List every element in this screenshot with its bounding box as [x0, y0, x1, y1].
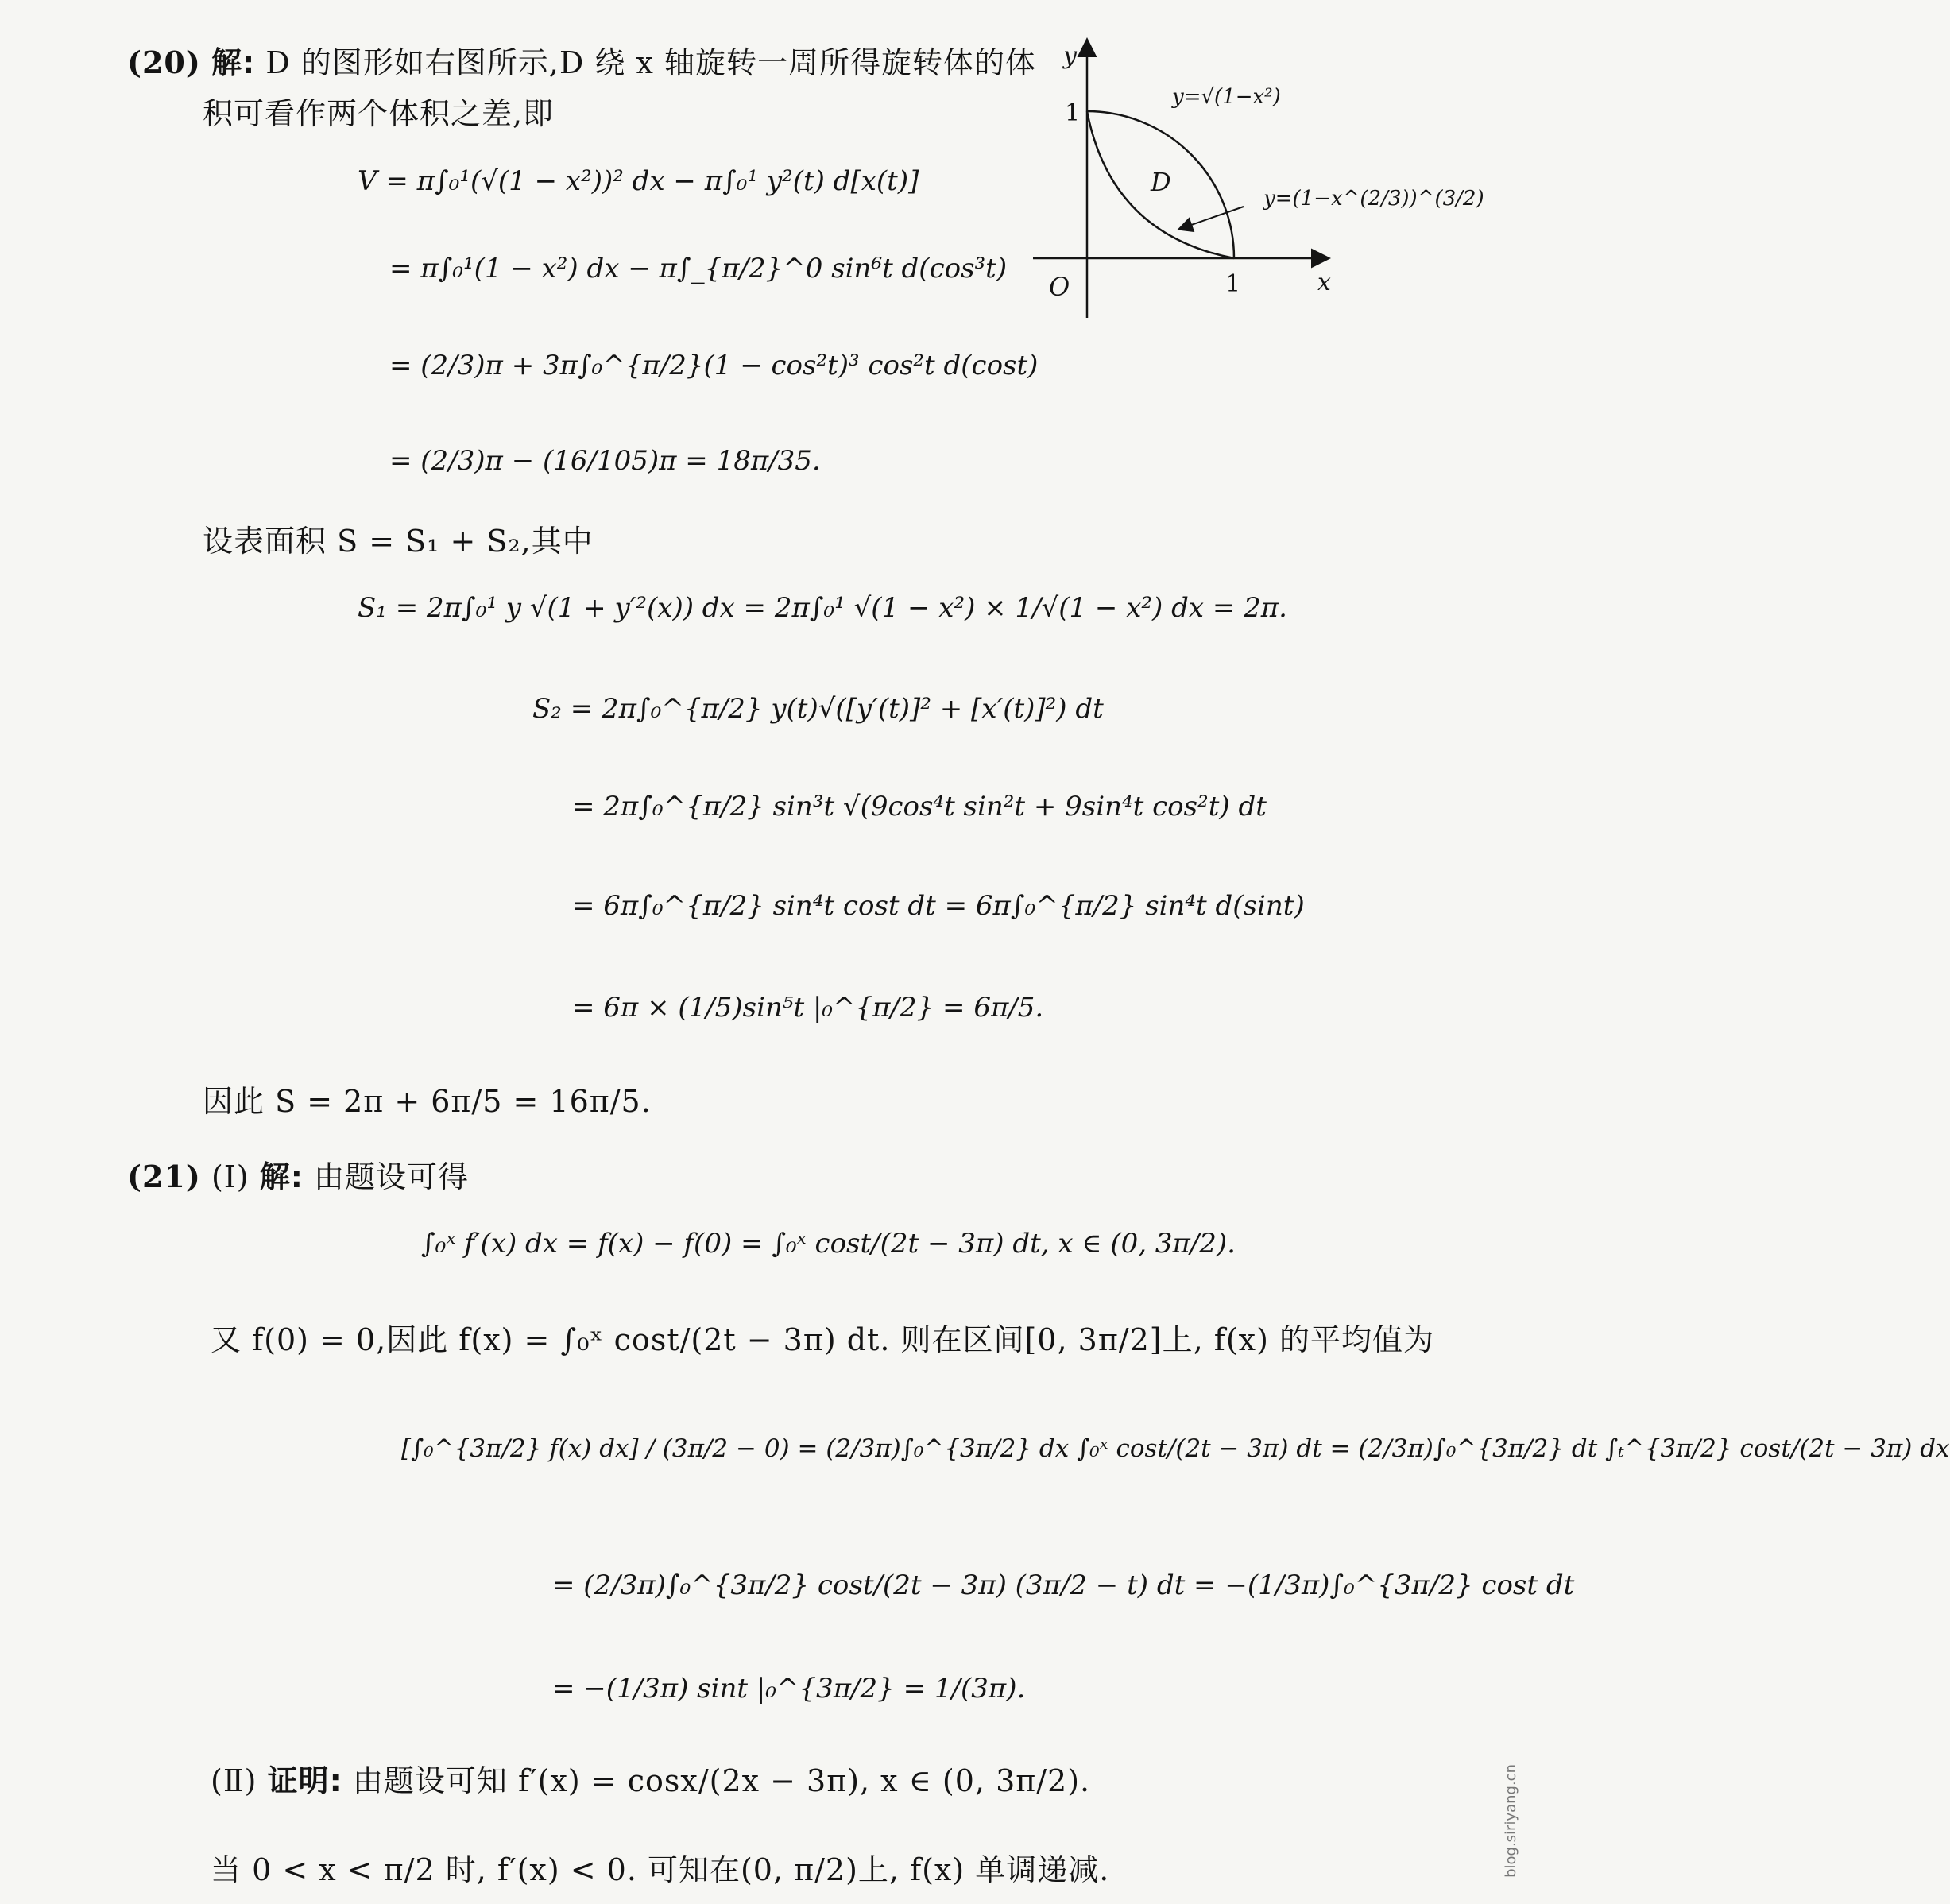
problem-number: (21) — [127, 1159, 201, 1194]
header-text-continued: 积可看作两个体积之差,即 — [203, 96, 555, 131]
s2-line-3: = 6π∫₀^{π/2} sin⁴t cost dt = 6π∫₀^{π/2} sin⁴t d(sint) — [572, 890, 1305, 922]
volume-line-4: = (2/3)π − (16/105)π = 18π/35. — [389, 445, 821, 477]
p21-eq-2: 又 f(0) = 0,因此 f(x) = ∫₀ˣ cost/(2t − 3π) dt. 则在区间[0, 3π/2]上, f(x) 的平均值为 — [211, 1322, 1434, 1357]
p21-eq-1: ∫₀ˣ f′(x) dx = f(x) − f(0) = ∫₀ˣ cost/(2t − 3π) dt, x ∈ (0, 3π/2). — [421, 1228, 1236, 1260]
surface-area-intro: 设表面积 S = S₁ + S₂,其中 — [203, 524, 594, 559]
s2-line-1: S₂ = 2π∫₀^{π/2} y(t)√([y′(t)]² + [x′(t)]²) dt — [532, 693, 1104, 725]
x-tick-label: 1 — [1225, 270, 1241, 298]
problem-21-header — [127, 1152, 469, 1196]
pointer-arrow — [1180, 207, 1244, 229]
solution-label: 解: — [211, 45, 256, 80]
average-line-1: [∫₀^{3π/2} f(x) dx] / (3π/2 − 0) = (2/3π)∫₀^{3π/2} dx ∫₀ˣ cost/(2t − 3π) dt = (2/3π)∫₀^{3π/2} dt ∫ₜ^{3π/2} cost/(2t − 3π) dx — [401, 1434, 1950, 1463]
conclusion-line: 因此 S = 2π + 6π/5 = 16π/5. — [203, 1084, 652, 1119]
origin-label: O — [1049, 272, 1070, 302]
part-2-line — [211, 1756, 1090, 1800]
average-line-2: = (2/3π)∫₀^{3π/2} cost/(2t − 3π) (3π/2 − t) dt = −(1/3π)∫₀^{3π/2} cost dt — [552, 1569, 1575, 1601]
region-graph — [1017, 32, 1484, 326]
volume-line-1: V = π∫₀¹(√(1 − x²))² dx − π∫₀¹ y²(t) d[x(t)] — [358, 165, 919, 197]
header-text: D 的图形如右图所示,D 绕 x 轴旋转一周所得旋转体的体 — [265, 45, 1036, 80]
problem-number: (20) — [127, 45, 201, 80]
average-line-3: = −(1/3π) sint |₀^{3π/2} = 1/(3π). — [552, 1673, 1026, 1705]
part-1-text: 由题设可得 — [314, 1159, 470, 1194]
part-2-tag: (Ⅱ) — [211, 1763, 257, 1798]
part-1-tag: (Ⅰ) — [211, 1159, 250, 1194]
y-axis-label: y — [1063, 42, 1077, 70]
x-axis-label: x — [1317, 269, 1331, 296]
last-line: 当 0 < x < π/2 时, f′(x) < 0. 可知在(0, π/2)上, f(x) 单调递减. — [211, 1852, 1110, 1887]
solution-label: 解: — [259, 1159, 304, 1194]
problem-20-header — [127, 38, 1036, 82]
part-2-text: 由题设可知 f′(x) = cosx/(2x − 3π), x ∈ (0, 3π/2). — [352, 1763, 1091, 1798]
s1-line: S₁ = 2π∫₀¹ y √(1 + y′²(x)) dx = 2π∫₀¹ √(1 − x²) × 1/√(1 − x²) dx = 2π. — [358, 592, 1287, 624]
s2-line-2: = 2π∫₀^{π/2} sin³t √(9cos⁴t sin²t + 9sin⁴t cos²t) dt — [572, 791, 1267, 822]
region-label: D — [1151, 167, 1171, 197]
s2-line-4: = 6π × (1/5)sin⁵t |₀^{π/2} = 6π/5. — [572, 992, 1044, 1024]
volume-line-2: = π∫₀¹(1 − x²) dx − π∫_{π/2}^0 sin⁶t d(cos³t) — [389, 253, 1008, 284]
proof-label: 证明: — [267, 1763, 342, 1798]
circle-curve-label: y=√(1−x²) — [1172, 85, 1281, 109]
astroid-curve-label: y=(1−x^(2/3))^(3/2) — [1263, 187, 1484, 211]
y-tick-label: 1 — [1065, 99, 1081, 127]
watermark: blog.siriyang.cn — [1503, 1764, 1519, 1878]
volume-line-3: = (2/3)π + 3π∫₀^{π/2}(1 − cos²t)³ cos²t d(cost) — [389, 350, 1039, 381]
